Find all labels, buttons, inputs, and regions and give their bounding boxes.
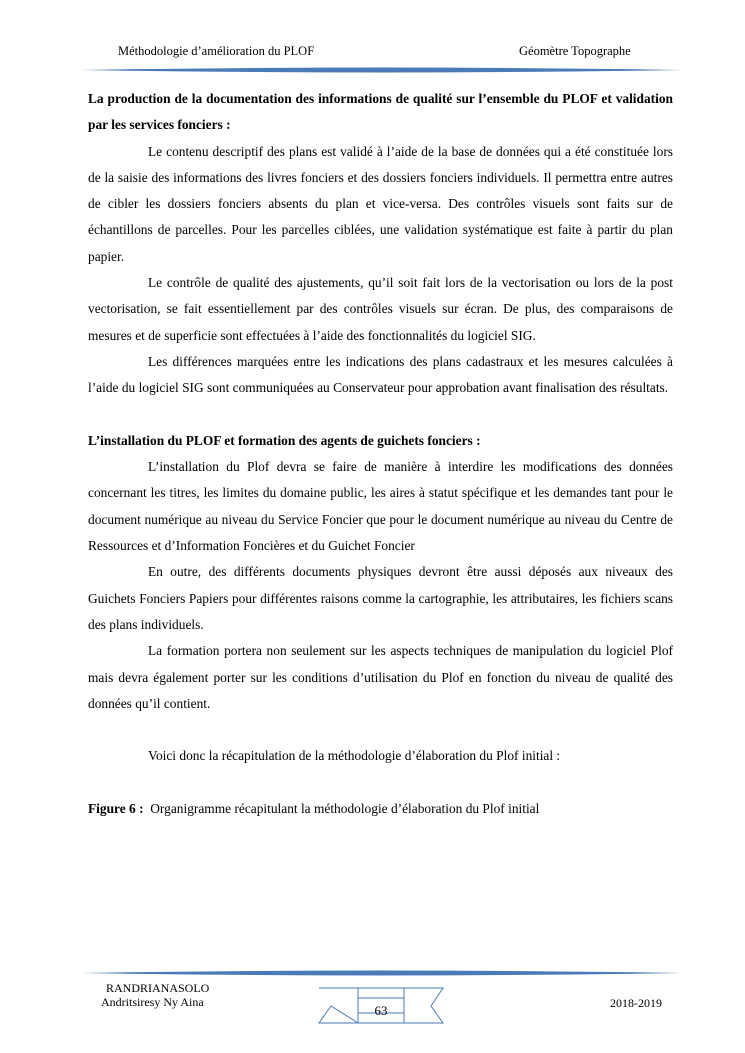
section1-paragraph-1: Le contenu descriptif des plans est validé à l’aide de la base de données qui a été constituée lors de la saisie des informations des livres fonciers et des dossiers fonciers individuels. Il permettra entre autres de cibler les dossiers fonciers absents du plan et vice-versa. Des contrôles visuels sont faits sur de échantillons de parcelles. Pour les parcelles ciblées, une validation systématique est faite à partir du plan papier. [88,143,673,264]
summary-line: Voici donc la récapitulation de la méthodologie d’élaboration du Plof initial : [148,748,561,764]
footer-author-firstname: Andritsiresy Ny Aina [101,995,204,1009]
section2-heading: L’installation du PLOF et formation des agents de guichets fonciers : [88,432,481,448]
section2-paragraph-1: L’installation du Plof devra se faire de manière à interdire les modifications des données concernant les titres, les limites du domaine public, les aires à statut spécifique et les demandes tant pour le document numérique au niveau du Service Foncier que pour le document numérique au niveau du Centre de Ressources et d’Information Foncières et du Guichet Foncier [88,459,673,554]
figure-caption [88,796,673,822]
section1-paragraph-3: Les différences marquées entre les indications des plans cadastraux et les mesures calculées à l’aide du logiciel SIG sont communiquées au Conservateur pour approbation avant finalisation des résultats. [88,353,673,396]
section1-paragraph-2: Le contrôle de qualité des ajustements, qu’il soit fait lors de la vectorisation ou lors de la post vectorisation, se fait essentiellement par des contrôles visuels sur écran. De plus, des comparaisons de mesures et de superficie sont effectuées à l’aide des fonctionnalités du logiciel SIG. [88,275,673,343]
document-body [88,86,673,822]
section2-paragraph-3: La formation portera non seulement sur les aspects techniques de manipulation du logiciel Plof mais devra également porter sur les conditions d’utilisation du Plof en fonction du niveau de qualité des données qu’il contient. [88,643,673,711]
header-right-title: Géomètre Topographe [519,44,631,58]
figure-label: Figure 6 : [88,801,144,817]
footer-rule [82,968,682,978]
section2-paragraph-2: En outre, des différents documents physiques devront être aussi déposés aux niveaux des Guichets Fonciers Papiers pour différentes raisons comme la cartographie, les attributaires, les fichiers scans des plans individuels. [88,564,673,632]
header-rule [82,65,682,75]
page-number: 63 [374,1003,388,1018]
header-left-title: Méthodologie d’amélioration du PLOF [118,44,315,58]
figure-caption-text: Organigramme récapitulant la méthodologie d’élaboration du Plof initial [150,801,540,817]
footer-year: 2018-2019 [610,996,662,1010]
section1-heading: La production de la documentation des informations de qualité sur l’ensemble du PLOF et validation par les services fonciers : [88,91,673,133]
footer-author-surname: RANDRIANASOLO [106,981,210,995]
